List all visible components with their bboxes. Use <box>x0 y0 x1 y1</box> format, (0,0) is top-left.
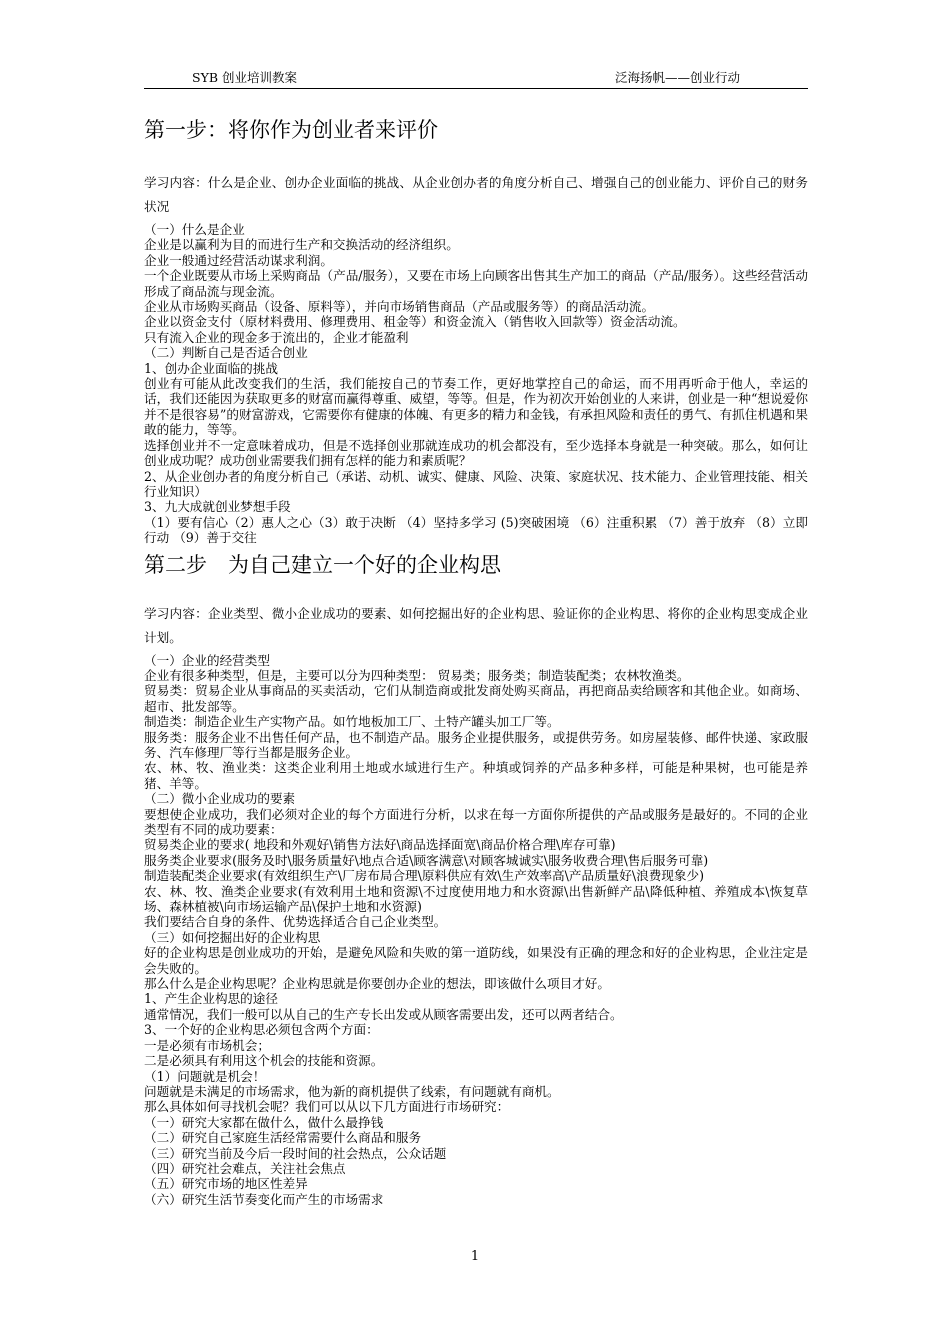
paragraph: 贸易类企业的要求( 地段和外观好\销售方法好\商品选择面宽\商品价格合理\库存可靠) <box>144 837 616 853</box>
paragraph: 农、林、牧、渔业类：这类企业利用土地或水域进行生产。种填或饲养的产品多种多样，可能是种果树，也可能是养猪、羊等。 <box>144 760 808 791</box>
paragraph: 要想使企业成功，我们必须对企业的每个方面进行分析，以求在每一方面你所提供的产品或服务是最好的。不同的企业类型有不同的成功要素： <box>144 806 808 837</box>
header-left-title: SYB 创业培训教案 <box>192 70 297 85</box>
paragraph: （四）研究社会难点，关注社会焦点 <box>144 1160 346 1176</box>
header-right-title: 泛海扬帆——创业行动 <box>615 70 741 85</box>
paragraph: （一）企业的经营类型 <box>144 652 270 668</box>
header-rule <box>144 88 808 89</box>
paragraph: （二）微小企业成功的要素 <box>144 791 296 807</box>
paragraph: 企业以资金支付（原材料费用、修理费用、租金等）和资金流入（销售收入回款等）资金活动流。 <box>144 314 686 330</box>
section-2-intro: 学习内容：企业类型、微小企业成功的要素、如何挖掘出好的企业构思、验证你的企业构思、将你的企业构思变成企业计划。 <box>144 605 808 645</box>
paragraph: 服务类：服务企业不出售任何产品，也不制造产品。服务企业提供服务，或提供劳务。如房屋装修、邮件快递、家政服务、汽车修理厂等行当都是服务企业。 <box>144 729 808 760</box>
paragraph: 3、九大成就创业梦想手段 <box>144 499 291 515</box>
paragraph: 只有流入企业的现金多于流出的，企业才能盈利 <box>144 329 409 345</box>
paragraph: （五）研究市场的地区性差异 <box>144 1176 308 1192</box>
paragraph: （二）判断自己是否适合创业 <box>144 345 308 361</box>
paragraph: 问题就是未满足的市场需求，他为新的商机提供了线索，有问题就有商机。 <box>144 1083 560 1099</box>
section-1-paragraphs <box>144 222 808 546</box>
paragraph: 制造类：制造企业生产实物产品。如竹地板加工厂、土特产罐头加工厂等。 <box>144 714 560 730</box>
paragraph: 一个企业既要从市场上采购商品（产品/服务），又要在市场上向顾客出售其生产加工的商品（产品/服务）。这些经营活动形成了商品流与现金流。 <box>144 268 808 299</box>
section-1 <box>144 115 808 546</box>
paragraph: 好的企业构思是创业成功的开始，是避免风险和失败的第一道防线，如果没有正确的理念和好的企业构思，企业注定是会失败的。 <box>144 945 808 976</box>
paragraph: 企业从市场购买商品（设备、原料等），并向市场销售商品（产品或服务等）的商品活动流。 <box>144 299 655 315</box>
paragraph: （一）研究大家都在做什么，做什么最挣钱 <box>144 1114 384 1130</box>
paragraph: 一是必须有市场机会； <box>144 1037 270 1053</box>
paragraph: 贸易类：贸易企业从事商品的买卖活动，它们从制造商或批发商处购买商品，再把商品卖给顾客和其他企业。如商场、超市、批发部等。 <box>144 683 808 714</box>
paragraph: （三）如何挖掘出好的企业构思 <box>144 929 321 945</box>
paragraph: 农、林、牧、渔类企业要求(有效利用土地和资源\不过度使用地力和水资源\出售新鲜产品\降低种植、养殖成本\恢复草场、森林植被\向市场运输产品\保护土地和水资源) <box>144 883 808 915</box>
paragraph: （1）要有信心（2）惠人之心（3）敢于决断 （4）坚持多学习 (5)突破困境 （6）注重积累 （7）善于放弃 （8）立即行动 （9）善于交往 <box>144 514 808 546</box>
document-body <box>144 115 808 1207</box>
paragraph: 选择创业并不一定意味着成功，但是不选择创业那就连成功的机会都没有，至少选择本身就是一种突破。那么，如何让创业成功呢？成功创业需要我们拥有怎样的能力和素质呢？ <box>144 437 808 469</box>
paragraph: （二）研究自己家庭生活经常需要什么商品和服务 <box>144 1130 422 1146</box>
paragraph: （三）研究当前及今后一段时间的社会热点，公众话题 <box>144 1145 447 1161</box>
section-2-paragraphs <box>144 653 808 1208</box>
paragraph: 企业是以赢利为目的而进行生产和交换活动的经济组织。 <box>144 237 459 253</box>
paragraph: 3、一个好的企业构思必须包含两个方面： <box>144 1022 379 1038</box>
paragraph: 企业有很多种类型，但是，主要可以分为四种类型： 贸易类；服务类；制造装配类；农林牧渔类。 <box>144 667 690 683</box>
paragraph: （1）问题就是机会！ <box>144 1068 266 1084</box>
paragraph: 那么什么是企业构思呢？企业构思就是你要创办企业的想法，即该做什么项目才好。 <box>144 976 610 992</box>
section-2-title: 第二步 为自己建立一个好的企业构思 <box>144 552 501 577</box>
paragraph: 1、创办企业面临的挑战 <box>144 360 278 376</box>
paragraph: （一）什么是企业 <box>144 222 245 237</box>
paragraph: （六）研究生活节奏变化而产生的市场需求 <box>144 1191 384 1207</box>
paragraph: 服务类企业要求(服务及时\服务质量好\地点合适\顾客满意\对顾客城诚实\服务收费合理\售后服务可靠) <box>144 852 709 868</box>
section-2 <box>144 550 808 1208</box>
paragraph: 创业有可能从此改变我们的生活，我们能按自己的节奏工作，更好地掌控自己的命运，而不用再听命于他人，幸运的话，我们还能因为获取更多的财富而赢得尊重、威望，等等。但是，作为初次开始创业的人来讲，创业是一种“想说爱你并不是很容易”的财富游戏，它需要你有健康的体魄、有更多的精力和金钱，有承担风险和责任的勇气、有抓住机遇和果敢的能力，等等。 <box>144 376 808 438</box>
page-number: 1 <box>470 1249 480 1264</box>
paragraph: 二是必须具有利用这个机会的技能和资源。 <box>144 1053 384 1069</box>
paragraph: 通常情况，我们一般可以从自己的生产专长出发或从顾客需要出发，还可以两者结合。 <box>144 1006 623 1022</box>
paragraph: 我们要结合自身的条件、优势选择适合自己企业类型。 <box>144 914 447 930</box>
paragraph: 企业一般通过经营活动谋求利润。 <box>144 252 333 268</box>
section-1-intro: 学习内容：什么是企业、创办企业面临的挑战、从企业创办者的角度分析自己、增强自己的创业能力、评价自己的财务状况 <box>144 175 808 214</box>
paragraph: 制造装配类企业要求(有效组织生产\厂房布局合理\原料供应有效\生产效率高\产品质量好\浪费现象少) <box>144 868 704 884</box>
paragraph: 2、从企业创办者的角度分析自己（承诺、动机、诚实、健康、风险、决策、家庭状况、技术能力、企业管理技能、相关行业知识） <box>144 468 808 499</box>
paragraph: 1、产生企业构思的途径 <box>144 991 278 1007</box>
section-1-title: 第一步：将你作为创业者来评价 <box>144 118 438 142</box>
paragraph: 那么具体如何寻找机会呢？我们可以从以下几方面进行市场研究： <box>144 1099 510 1115</box>
